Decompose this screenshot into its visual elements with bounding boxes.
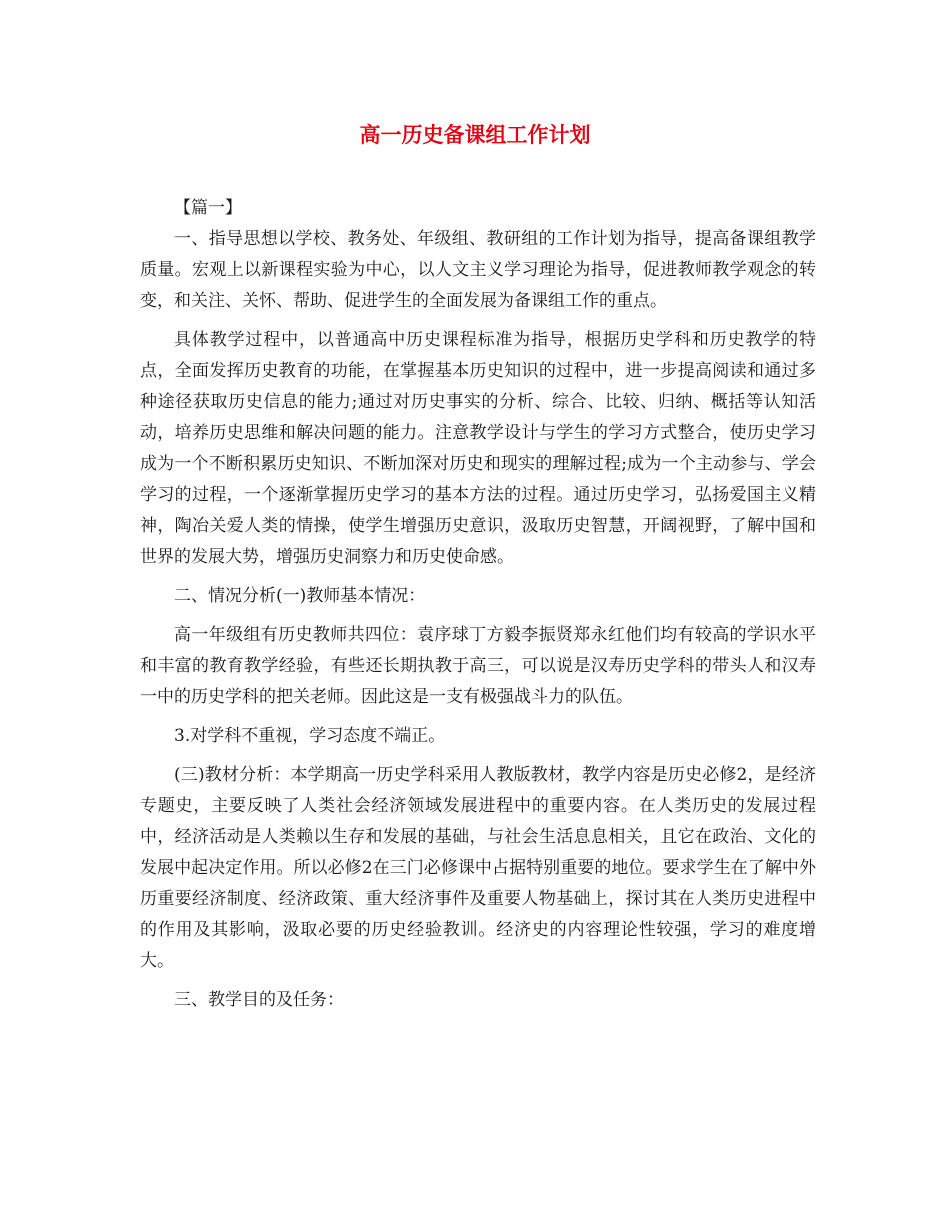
document-title: 高一历史备课组工作计划	[359, 123, 591, 147]
paragraph-teacher-situation: 高一年级组有历史教师共四位：袁序球丁方毅李振贤郑永红他们均有较高的学识水平和丰富的教育教学经验，有些还长期执教于高三，可以说是汉寿历史学科的带头人和汉寿一中的历史学科的把关老师。因此这是一支有极强战斗力的队伍。	[140, 625, 816, 707]
paragraph-subject-attitude: 3.对学科不重视，学习态度不端正。	[174, 726, 446, 746]
paragraph-guiding-ideology: 一、指导思想以学校、教务处、年级组、教研组的工作计划为指导，提高备课组教学质量。宏观上以新课程实验为中心，以人文主义学习理论为指导，促进教师教学观念的转变，和关注、关怀、帮助、促进学生的全面发展为备课组工作的重点。	[140, 229, 816, 311]
paragraph-teaching-goals-heading: 三、教学目的及任务：	[174, 990, 344, 1010]
paragraph-teaching-process: 具体教学过程中，以普通高中历史课程标准为指导，根据历史学科和历史教学的特点，全面发挥历史教育的功能，在掌握基本历史知识的过程中，进一步提高阅读和通过多种途径获取历史信息的能力;通过对历史事实的分析、综合、比较、归纳、概括等认知活动，培养历史思维和解决问题的能力。注意教学设计与学生的学习方式整合，使历史学习成为一个不断积累历史知识、不断加深对历史和现实的理解过程;成为一个主动参与、学会学习的过程，一个逐渐掌握历史学习的基本方法的过程。通过历史学习，弘扬爱国主义精神，陶冶关爱人类的情操，使学生增强历史意识，汲取历史智慧，开阔视野，了解中国和世界的发展大势，增强历史洞察力和历史使命感。	[140, 330, 816, 567]
section-heading-part-one: 【篇一】	[174, 198, 242, 218]
paragraph-situation-analysis-heading: 二、情况分析(一)教师基本情况：	[174, 586, 426, 606]
document-body	[140, 193, 816, 1016]
paragraph-textbook-analysis: (三)教材分析：本学期高一历史学科采用人教版教材，教学内容是历史必修2，是经济专题史，主要反映了人类社会经济领域发展进程中的重要内容。在人类历史的发展过程中，经济活动是人类赖以生存和发展的基础，与社会生活息息相关，且它在政治、文化的发展中起决定作用。所以必修2在三门必修课中占据特别重要的地位。要求学生在了解中外历重要经济制度、经济政策、重大经济事件及重要人物基础上，探讨其在人类历史进程中的作用及其影响，汲取必要的历史经验教训。经济史的内容理论性较强，学习的难度增大。	[140, 765, 816, 971]
